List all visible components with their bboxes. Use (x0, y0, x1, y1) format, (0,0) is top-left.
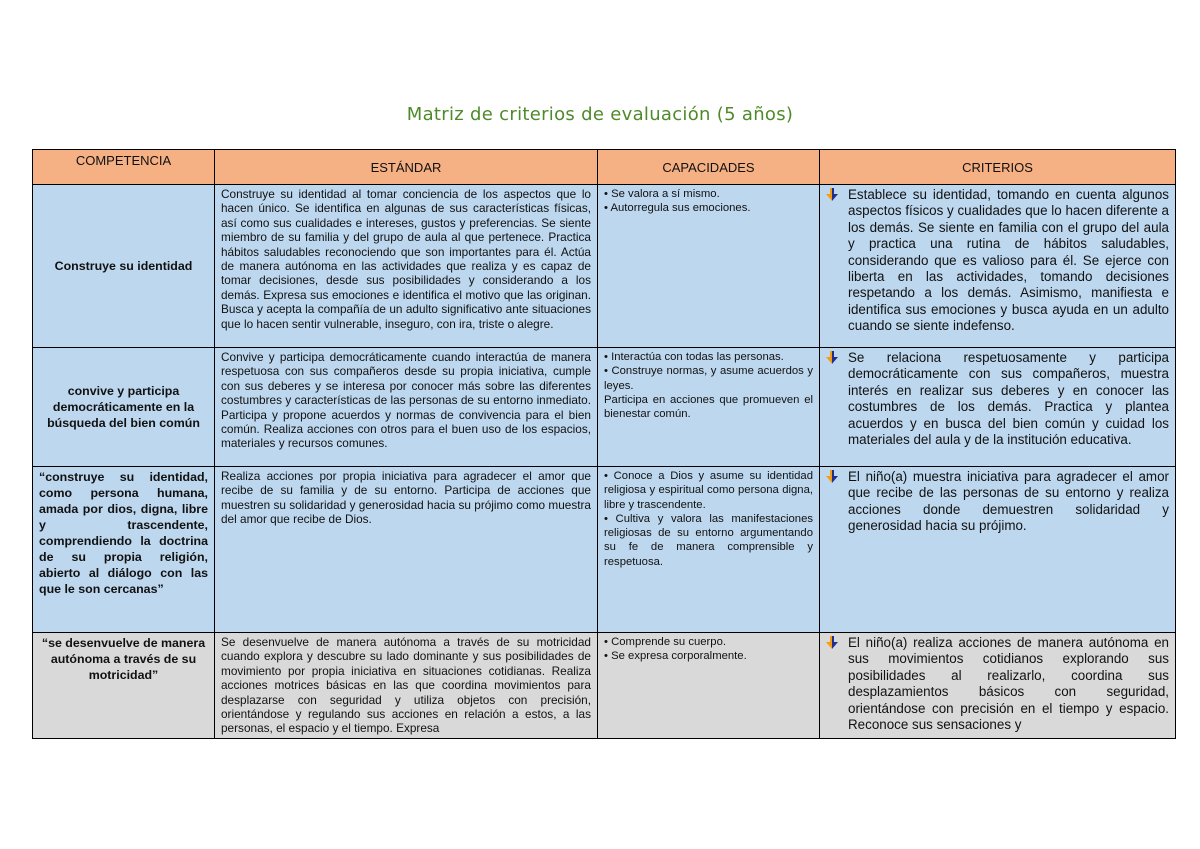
header-capacidades: CAPACIDADES (598, 150, 820, 185)
arrow-down-bullet-icon (826, 470, 844, 484)
criterio-text: El niño(a) realiza acciones de manera autónoma en sus movimientos cotidianos explorando sus posibilidades al realizarlo, coordina sus desplazamientos básicos con seguridad, orientándose con precisión en el tiempo y espacio. Reconoce sus sensaciones y (848, 635, 1169, 733)
table-row (33, 633, 1176, 739)
capacidades-cell (598, 185, 820, 348)
table-header-row (33, 150, 1176, 185)
page-title: Matriz de criterios de evaluación (5 años) (406, 104, 794, 125)
criterio-text: Se relaciona respetuosamente y participa democráticamente con sus compañeros, muestra interés en realizar sus deberes y en conocer las costumbres de los demás. Practica y plantea acuerdos y en busca del bien común y cuidad los materiales del aula y de la institución educativa. (848, 350, 1169, 448)
capacidad-item: • Comprende su cuerpo. (604, 636, 727, 648)
competencia-cell: “construye su identidad, como persona humana, amada por dios, digna, libre y trascendente, comprendiendo la doctrina de su propia religión, abierto al diálogo con las que le son cercanas” (33, 467, 215, 633)
arrow-down-bullet-icon (826, 188, 844, 202)
capacidad-item: • Se valora a sí mismo. (604, 188, 720, 200)
capacidades-cell (598, 467, 820, 633)
table-row (33, 348, 1176, 467)
capacidad-item: • Construye normas, y asume acuerdos y leyes. (604, 365, 813, 392)
estandar-cell: Convive y participa democráticamente cuando interactúa de manera respetuosa con sus compañeros desde su propia iniciativa, cumple con sus deberes y se interesa por conocer más sobre las diferentes costumbres y características de las personas de su entorno inmediato. Participa y propone acuerdos y normas de convivencia para el bien común. Realiza acciones con otros para el buen uso de los espacios, materiales y recursos comunes. (215, 348, 598, 467)
estandar-cell: Realiza acciones por propia iniciativa para agradecer el amor que recibe de su familia y de su entorno. Participa de acciones que muestren su solidaridad y generosidad hacia su prójimo como muestra del amor que recibe de Dios. (215, 467, 598, 633)
capacidad-item: Participa en acciones que promueven el bienestar común. (604, 393, 813, 421)
estandar-cell: Se desenvuelve de manera autónoma a través de su motricidad cuando explora y descubre su lado dominante y sus posibilidades de movimiento por propia iniciativa en situaciones cotidianas. Realiza acciones motrices básicas en las que coordina movimientos para desplazarse con seguridad y utiliza objetos con precisión, orientándose y regulando sus acciones en relación a estos, a las personas, el espacio y el tiempo. Expresa (215, 633, 598, 739)
capacidad-item: • Autorregula sus emociones. (604, 202, 751, 215)
competencia-cell: convive y participa democráticamente en la búsqueda del bien común (33, 348, 215, 467)
criterio-text: Establece su identidad, tomando en cuenta algunos aspectos físicos y cualidades que lo hacen diferente a los demás. Se siente en familia con el grupo del aula y practica una rutina de hábitos saludables, considerando que es valioso para él. Se ejerce con liberta en las actividades, tomando decisiones respetando a los demás. Asimismo, manifiesta e identifica sus emociones y busca ayuda en un adulto cuando se siente indefenso. (848, 187, 1169, 334)
capacidad-item: • Conoce a Dios y asume su identidad religiosa y espiritual como persona digna, libre y trascendente. (604, 470, 813, 511)
table-row (33, 185, 1176, 348)
header-criterios: CRITERIOS (820, 150, 1176, 185)
criterio-cell (820, 467, 1176, 633)
capacidades-cell (598, 633, 820, 739)
capacidad-item: • Se expresa corporalmente. (604, 650, 747, 663)
criteria-matrix-table (32, 149, 1176, 739)
criterio-text: El niño(a) muestra iniciativa para agradecer el amor que recibe de las personas de su entorno y realiza acciones donde demuestren solidaridad y generosidad hacia su prójimo. (848, 469, 1169, 534)
capacidad-item: • Cultiva y valora las manifestaciones religiosas de su entorno argumentando su fe de manera comprensible y respetuosa. (604, 512, 813, 568)
capacidades-cell (598, 348, 820, 467)
criterio-cell (820, 185, 1176, 348)
arrow-down-bullet-icon (826, 636, 844, 650)
header-competencia: COMPETENCIA (33, 150, 215, 185)
estandar-cell: Construye su identidad al tomar conciencia de los aspectos que lo hacen único. Se identifica en algunas de sus características físicas, así como sus cualidades e intereses, gustos y preferencias. Se siente miembro de su familia y del grupo de aula al que pertenece. Practica hábitos saludables reconociendo que son importantes para él. Actúa de manera autónoma en las actividades que realiza y es capaz de tomar decisiones, desde sus posibilidades y considerando a los demás. Expresa sus emociones e identifica el motivo que las originan. Busca y acepta la compañía de un adulto significativo ante situaciones que lo hacen sentir vulnerable, inseguro, con ira, triste o alegre. (215, 185, 598, 348)
competencia-cell: “se desenvuelve de manera autónoma a través de su motricidad” (33, 633, 215, 739)
table-row (33, 467, 1176, 633)
capacidad-item: • Interactúa con todas las personas. (604, 351, 784, 363)
competencia-cell: Construye su identidad (33, 185, 215, 348)
criterio-cell (820, 633, 1176, 739)
header-estandar: ESTÁNDAR (215, 150, 598, 185)
criterio-cell (820, 348, 1176, 467)
arrow-down-bullet-icon (826, 351, 844, 365)
